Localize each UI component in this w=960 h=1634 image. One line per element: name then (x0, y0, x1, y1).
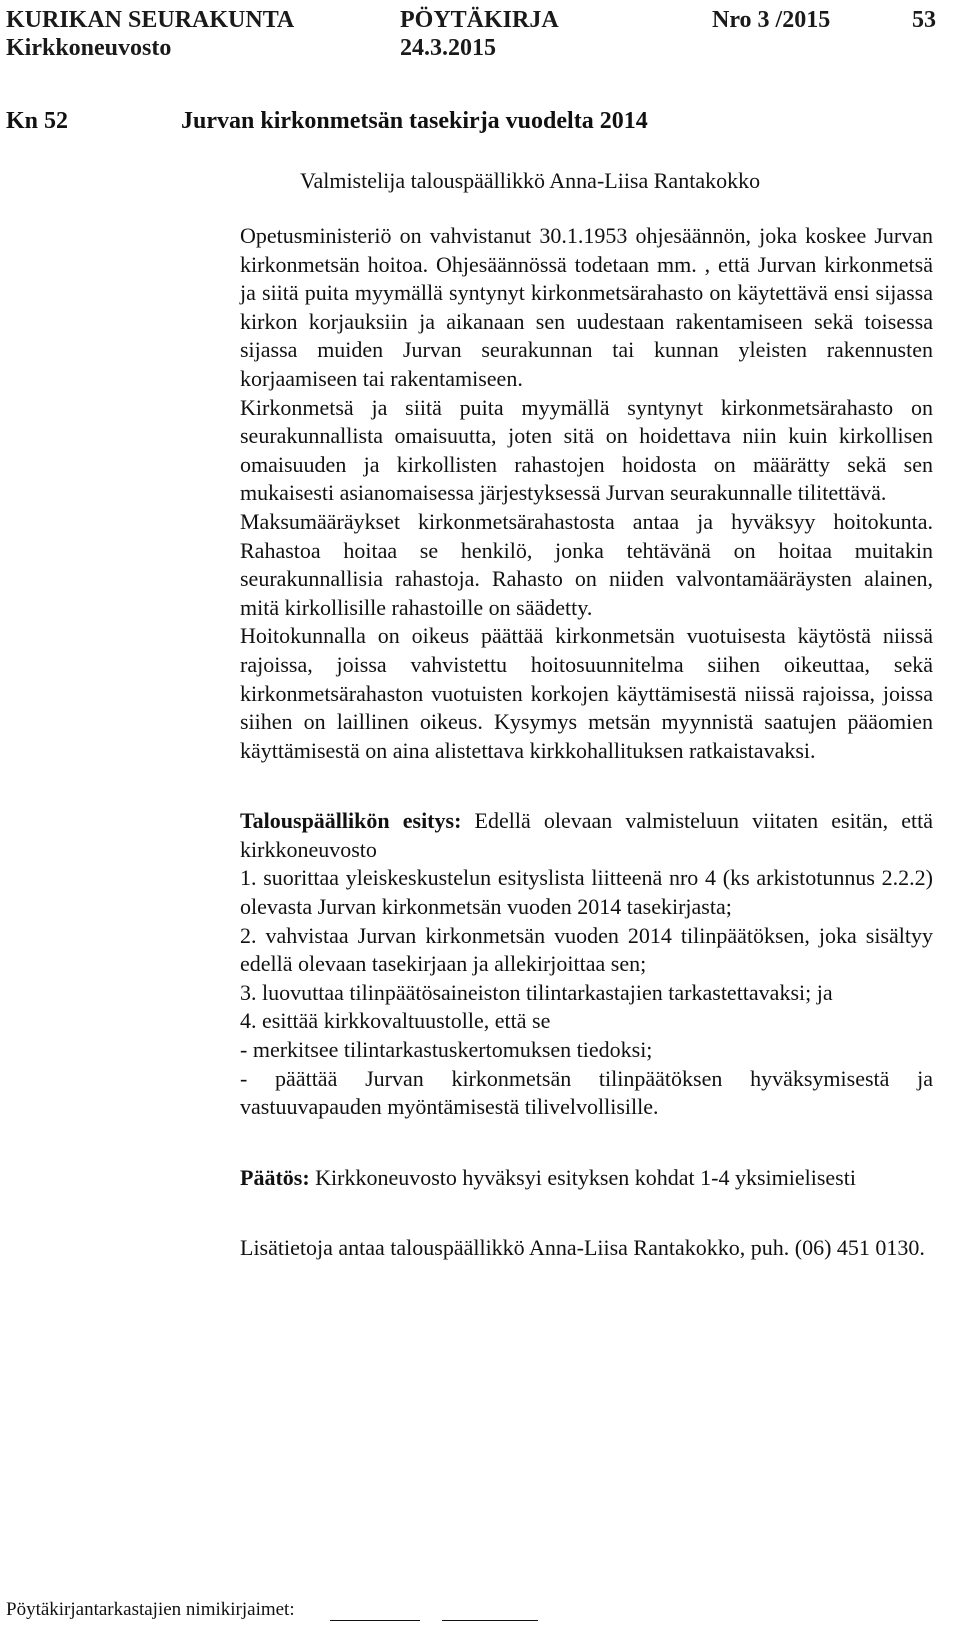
header-date: 24.3.2015 (400, 35, 496, 61)
contact-info: Lisätietoja antaa talouspäällikkö Anna-Liisa Rantakokko, puh. (06) 451 0130. (240, 1235, 925, 1261)
section-preparer: Valmistelija talouspäällikkö Anna-Liisa Rantakokko (300, 168, 761, 193)
header-document-type: PÖYTÄKIRJA (400, 7, 559, 33)
header-page-number: 53 (912, 7, 936, 33)
proposal-item: 2. vahvistaa Jurvan kirkonmetsän vuoden 2014 tilinpäätöksen, joka sisältyy edellä olevaan tasekirjaan ja allekirjoittaa sen; (240, 922, 933, 977)
proposal-intro (240, 807, 933, 864)
header-meeting: Kirkkoneuvosto (6, 35, 172, 61)
proposal-item: - merkitsee tilintarkastuskertomuksen tiedoksi; (240, 1037, 653, 1063)
paragraph: Hoitokunnalla on oikeus päättää kirkonmetsän vuotuisesta käytöstä niissä rajoissa, joissa vahvistettu hoitosuunnitelma siihen oikeuttaa, sekä kirkonmetsärahaston vuotuisten korkojen käyttämisestä niissä rajoissa, joissa siihen on laillinen oikeus. Kysymys metsän myynnistä saatujen pääomien käyttämisestä on aina alistettava kirkkohallituksen ratkaistavaksi. (240, 623, 933, 763)
paragraph: Opetusministeriö on vahvistanut 30.1.1953 ohjesäännön, joka koskee Jurvan kirkonmetsän hoitoa. Ohjesäännössä todetaan mm. , että Jurvan kirkonmetsä ja siitä puita myymällä syntynyt kirkonmetsärahasto on käytettävä ensi sijassa kirkon korjauksiin ja aikanaan sen uudestaan rakentamiseen sekä toisessa sijassa muiden Jurvan seurakunnan tai kunnan yleisten rakennusten korjaamiseen tai rakentamiseen. (240, 223, 933, 391)
initials-line (442, 1620, 538, 1621)
decision-text: Kirkkoneuvosto hyväksyi esityksen kohdat 1-4 yksimielisesti (309, 1164, 856, 1190)
decision (240, 1164, 933, 1193)
body-text (240, 222, 933, 1263)
proposal-item: 4. esittää kirkkovaltuustolle, että se (240, 1008, 551, 1034)
paragraph: Maksumääräykset kirkonmetsärahastosta antaa ja hyväksyy hoitokunta. Rahastoa hoitaa se henkilö, jonka tehtävänä on hoitaa muitakin seurakunnallisia rahastoja. Rahasto on niiden valvontamääräysten alainen, mitä kirkollisille rahastoille on säädetty. (240, 508, 933, 620)
proposal-item: 3. luovuttaa tilinpäätösaineiston tilintarkastajien tarkastettavaksi; ja (240, 979, 833, 1005)
section-title: Jurvan kirkonmetsän tasekirja vuodelta 2014 (181, 108, 648, 134)
decision-lead: Päätös: (240, 1164, 310, 1190)
proposal-item: 1. suorittaa yleiskeskustelun esityslista liitteenä nro 4 (ks arkistotunnus 2.2.2) olevasta Jurvan kirkonmetsän vuoden 2014 tasekirjasta; (240, 865, 933, 920)
header-number: Nro 3 /2015 (712, 7, 831, 33)
header-organization: KURIKAN SEURAKUNTA (6, 7, 295, 33)
proposal-item: - päättää Jurvan kirkonmetsän tilinpäätöksen hyväksymisestä ja vastuuvapauden myöntämisestä tilivelvollisille. (240, 1065, 933, 1120)
footer-initials-label: Pöytäkirjantarkastajien nimikirjaimet: (6, 1599, 295, 1620)
section-number: Kn 52 (6, 108, 69, 134)
proposal-text: Edellä olevaan valmisteluun viitaten esitän, että kirkkoneuvosto (240, 808, 933, 862)
paragraph: Kirkonmetsä ja siitä puita myymällä syntynyt kirkonmetsärahasto on seurakunnallista omaisuutta, joten sitä on hoidettava niin kuin kirkollisen omaisuuden ja kirkollisten rahastojen hoidosta on määrätty sekä sen mukaisesti asianomaisessa järjestyksessä Jurvan seurakunnalle tilitettävä. (240, 394, 933, 506)
proposal-lead: Talouspäällikön esitys: (240, 808, 462, 834)
initials-line (330, 1620, 420, 1621)
